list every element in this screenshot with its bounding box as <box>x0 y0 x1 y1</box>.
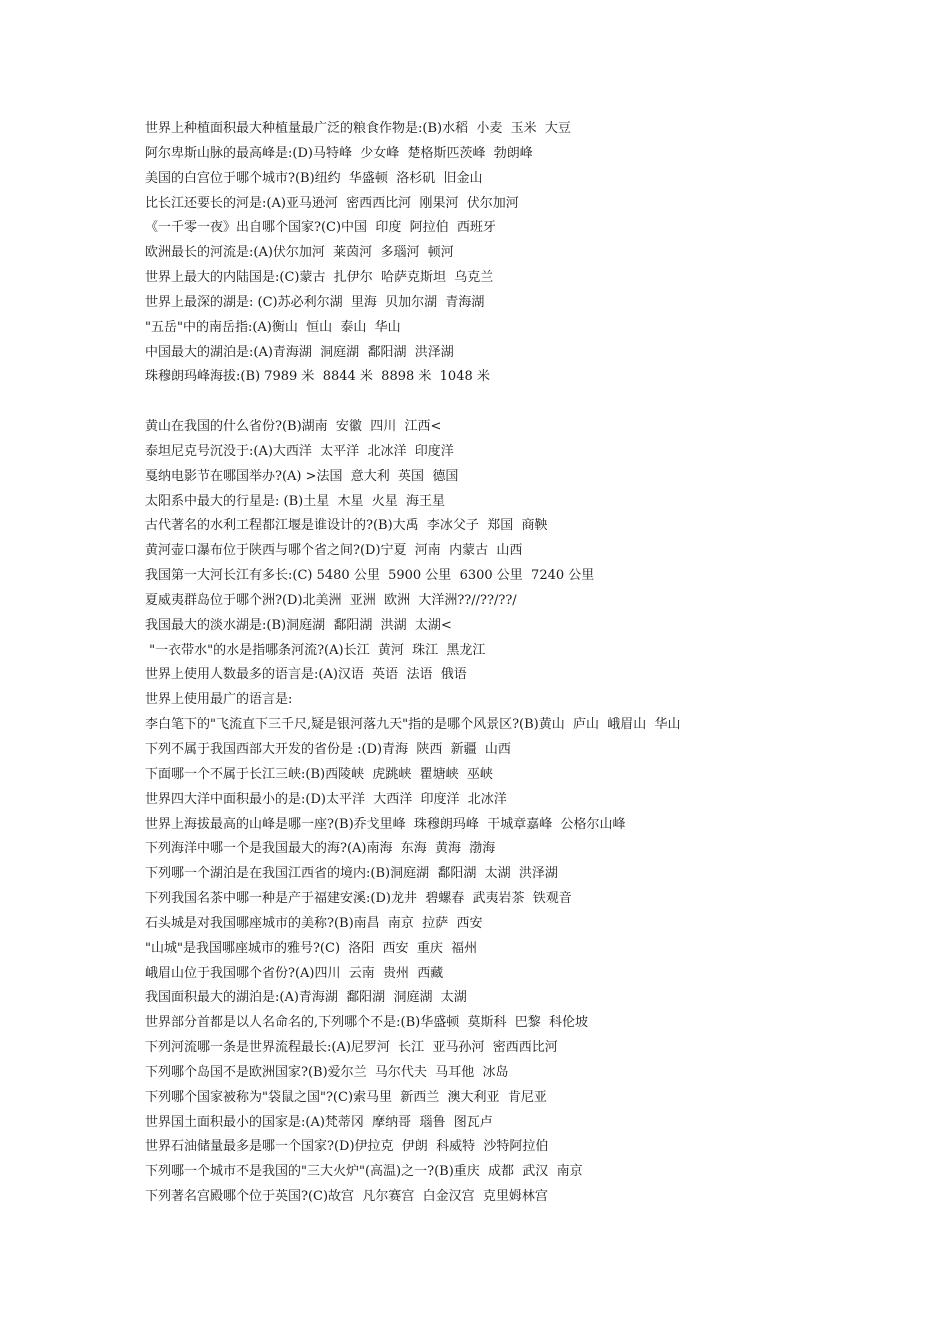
quiz-question-line: 世界四大洋中面积最小的是:(D)太平洋 大西洋 印度洋 北冰洋 <box>145 791 507 807</box>
quiz-question-line: 峨眉山位于我国哪个省份?(A)四川 云南 贵州 西藏 <box>145 965 444 981</box>
quiz-section-2 <box>145 415 935 1210</box>
quiz-question-line: 下列哪一个湖泊是在我国江西省的境内:(B)洞庭湖 鄱阳湖 太湖 洪泽湖 <box>145 866 558 882</box>
quiz-question-line: 美国的白宫位于哪个城市?(B)纽约 华盛顿 洛杉矶 旧金山 <box>145 170 483 186</box>
quiz-question-line: 下面哪一个不属于长江三峡:(B)西陵峡 虎跳峡 瞿塘峡 巫峡 <box>145 766 493 782</box>
quiz-question-line: 世界上使用最广的语言是: <box>145 692 293 708</box>
quiz-question-line: 泰坦尼克号沉没于:(A)大西洋 太平洋 北冰洋 印度洋 <box>145 443 454 459</box>
quiz-question-line: 《一千零一夜》出自哪个国家?(C)中国 印度 阿拉伯 西班牙 <box>145 220 496 236</box>
quiz-question-line: 古代著名的水利工程都江堰是谁设计的?(B)大禹 李冰父子 郑国 商鞅 <box>145 518 548 534</box>
quiz-question-line: 我国面积最大的湖泊是:(A)青海湖 鄱阳湖 洞庭湖 太湖 <box>145 990 467 1006</box>
quiz-question-line: 黄河壶口瀑布位于陕西与哪个省之间?(D)宁夏 河南 内蒙古 山西 <box>145 543 523 559</box>
quiz-question-line: 戛纳电影节在哪国举办?(A) >法国 意大利 英国 德国 <box>145 468 459 484</box>
quiz-section-1 <box>145 117 935 390</box>
quiz-question-line: 下列我国名茶中哪一种是产于福建安溪:(D)龙井 碧螺春 武夷岩茶 铁观音 <box>145 891 572 907</box>
quiz-question-line: 世界上种植面积最大种植量最广泛的粮食作物是:(B)水稻 小麦 玉米 大豆 <box>145 121 571 136</box>
quiz-question-line: 珠穆朗玛峰海拔:(B) 7989 米 8844 米 8898 米 1048 米 <box>145 369 490 385</box>
quiz-question-line: 李白笔下的"飞流直下三千尺,疑是银河落九天"指的是哪个风景区?(B)黄山 庐山 峨眉山 华山 <box>145 717 681 733</box>
quiz-question-line: 世界上最深的湖是: (C)苏必利尔湖 里海 贝加尔湖 青海湖 <box>145 294 485 310</box>
quiz-question-line: 世界石油储量最多是哪一个国家?(D)伊拉克 伊朗 科威特 沙特阿拉伯 <box>145 1139 549 1155</box>
quiz-question-line: 石头城是对我国哪座城市的美称?(B)南昌 南京 拉萨 西安 <box>145 915 483 931</box>
quiz-question-line: 比长江还要长的河是:(A)亚马逊河 密西西比河 刚果河 伏尔加河 <box>145 195 519 211</box>
quiz-question-line: 下列河流哪一条是世界流程最长:(A)尼罗河 长江 亚马孙河 密西西比河 <box>145 1040 558 1056</box>
quiz-question-line: 中国最大的湖泊是:(A)青海湖 洞庭湖 鄱阳湖 洪泽湖 <box>145 344 454 360</box>
quiz-question-line: 下列著名宫殿哪个位于英国?(C)故宫 凡尔赛宫 白金汉宫 克里姆林宫 <box>145 1189 548 1205</box>
quiz-question-line: 我国第一大河长江有多长:(C) 5480 公里 5900 公里 6300 公里 7240 公里 <box>145 568 595 584</box>
quiz-question-line: 下列海洋中哪一个是我国最大的海?(A)南海 东海 黄海 渤海 <box>145 841 496 857</box>
quiz-question-line: "五岳"中的南岳指:(A)衡山 恒山 泰山 华山 <box>145 319 401 335</box>
quiz-question-line: 世界上最大的内陆国是:(C)蒙古 扎伊尔 哈萨克斯坦 乌克兰 <box>145 270 494 286</box>
quiz-question-line: 黄山在我国的什么省份?(B)湖南 安徽 四川 江西< <box>145 419 442 434</box>
quiz-question-line: 世界国土面积最小的国家是:(A)梵蒂冈 摩纳哥 瑙鲁 图瓦卢 <box>145 1114 493 1130</box>
quiz-question-line: "一衣带水"的水是指哪条河流?(A)长江 黄河 珠江 黑龙江 <box>145 642 486 658</box>
quiz-question-line: 下列不属于我国西部大开发的省份是 :(D)青海 陕西 新疆 山西 <box>145 741 511 757</box>
quiz-question-line: 世界上海拔最高的山峰是哪一座?(B)乔戈里峰 珠穆朗玛峰 干城章嘉峰 公格尔山峰 <box>145 816 626 832</box>
quiz-question-line: 阿尔卑斯山脉的最高峰是:(D)马特峰 少女峰 楚格斯匹茨峰 勃朗峰 <box>145 145 533 161</box>
quiz-question-line: 夏威夷群岛位于哪个洲?(D)北美洲 亚洲 欧洲 大洋洲??//??/??/ <box>145 592 517 608</box>
quiz-question-line: 下列哪一个城市不是我国的"三大火炉"(高温)之一?(B)重庆 成都 武汉 南京 <box>145 1164 583 1180</box>
quiz-question-line: 太阳系中最大的行星是: (B)土星 木星 火星 海王星 <box>145 493 446 509</box>
quiz-question-line: "山城"是我国哪座城市的雅号?(C) 洛阳 西安 重庆 福州 <box>145 940 478 956</box>
quiz-question-line: 欧洲最长的河流是:(A)伏尔加河 莱茵河 多瑙河 顿河 <box>145 245 454 261</box>
quiz-question-line: 世界上使用人数最多的语言是:(A)汉语 英语 法语 俄语 <box>145 667 467 683</box>
quiz-question-line: 下列哪个国家被称为"袋鼠之国"?(C)索马里 新西兰 澳大利亚 肯尼亚 <box>145 1089 547 1105</box>
quiz-question-line: 我国最大的淡水湖是:(B)洞庭湖 鄱阳湖 洪湖 太湖< <box>145 617 452 633</box>
quiz-question-line: 世界部分首都是以人名命名的,下列哪个不是:(B)华盛顿 莫斯科 巴黎 科伦坡 <box>145 1015 589 1031</box>
quiz-question-line: 下列哪个岛国不是欧洲国家?(B)爱尔兰 马尔代夫 马耳他 冰岛 <box>145 1064 509 1080</box>
